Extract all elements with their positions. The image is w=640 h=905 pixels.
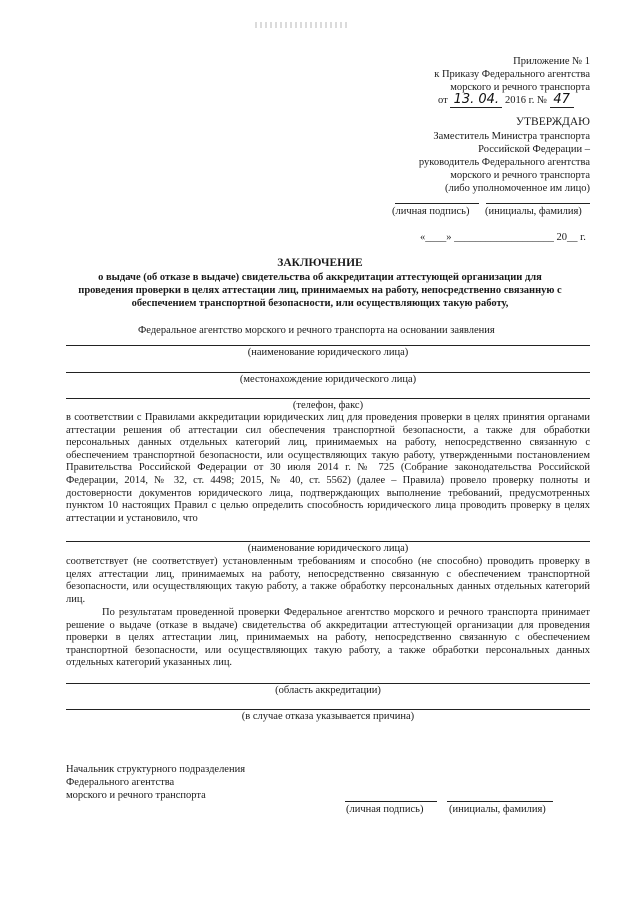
approve-sig-initials: (инициалы, фамилия) [485,206,582,217]
phone-fill-line [66,398,590,399]
date-year: 2016 г. № [504,95,547,106]
footer-line-3: морского и речного транспорта [66,790,206,801]
scan-artifact [255,22,350,28]
appendix-date-row [438,92,598,108]
label-location: (местонахождение юридического лица) [239,374,417,385]
name2-fill-line [66,541,590,542]
area-fill-line [66,683,590,684]
footer-line-2: Федерального агентства [66,777,175,788]
title-subline-3: обеспечением транспортной безопасности, или осуществляющих такую работу, [131,298,509,309]
approve-line-4: морского и речного транспорта [450,170,590,181]
label-phone: (телефон, факс) [292,400,364,411]
approve-line-2: Российской Федерации – [478,144,590,155]
title-subline-1: о выдаче (об отказе в выдаче) свидетельства об аккредитации аттестующей организации для [98,272,542,283]
approve-title: УТВЕРЖДАЮ [515,116,590,128]
paragraph-2: соответствует (не соответствует) установленным требованиям и способно (не способно) проводить проверку в целях аттестации лиц, принимаемых на работу, непосредственно связанную с обеспечением транспортной безопасности, или осуществляющих такую работу, а также обработку персональных данных отдельных категорий лиц. [66,556,590,605]
approve-line-5: (либо уполномоченное им лицо) [444,183,590,194]
agency-line: Федеральное агентство морского и речного транспорта на основании заявления [138,325,495,336]
date-handwritten: 13. 04. [450,92,502,108]
appendix-line-3: морского и речного транспорта [450,82,590,93]
footer-line-1: Начальник структурного подразделения [66,764,246,775]
reason-fill-line [66,709,590,710]
paragraph-3: По результатам проведенной проверки Федеральное агентство морского и речного транспорта принимает решение о выдаче (отказе в выдаче) свидетельства об аккредитации аттестующей организации для проведения проверки в целях аттестации лиц, принимаемых на работу, непосредственно связанную с обеспечением транспортной безопасности, или осуществляющих такую работу, а также обработки персональных данных отдельных категорий указанных лиц. [66,607,590,669]
approve-signature-line [395,203,479,204]
label-area: (область аккредитации) [275,685,381,696]
footer-signature-line [345,801,437,802]
appendix-line-1: Приложение № 1 [513,56,590,67]
footer-sig-initials: (инициалы, фамилия) [449,804,546,815]
paragraph-1: в соответствии с Правилами аккредитации юридических лиц для проведения проверки в целях принятия органами аттестации решения об аттестации сил обеспечения транспортной безопасности, а также для обработки персональных данных отдельных категорий лиц, принимаемых на работу, непосредственно связанную с обеспечением транспортной безопасности, или осуществляющих такую работу, утвержденными постановлением Правительства Российской Федерации от 30 июля 2014 г. № 725 (Собрание законодательства Российской Федерации, 2014, № 32, ст. 4498; 2015, № 40, ст. 5562) (далее – Правила) провело проверку полноты и достоверности документов юридического лица, подтверждающих выполнение требований, предусмотренных пунктом 10 настоящих Правил с целью определить способность юридического лица проводить проверку в целях аттестации и установило, что [66,412,590,524]
appendix-line-2: к Приказу Федерального агентства [434,69,590,80]
name-fill-line [66,345,590,346]
footer-initials-line [447,801,553,802]
location-fill-line [66,372,590,373]
date-prefix: от [438,95,448,106]
approve-date-line: «____» ___________________ 20__ г. [420,232,586,243]
approve-initials-line [486,203,590,204]
document-title: ЗАКЛЮЧЕНИЕ [277,257,363,269]
number-handwritten: 47 [550,92,574,108]
footer-sig-personal: (личная подпись) [346,804,424,815]
approve-line-1: Заместитель Министра транспорта [433,131,590,142]
title-subline-2: проведения проверки в целях аттестации лиц, принимаемых на работу, непосредственно связанную с [78,285,562,296]
label-reason: (в случае отказа указывается причина) [241,711,415,722]
label-legal-name-2: (наименование юридического лица) [247,543,409,554]
label-legal-name: (наименование юридического лица) [247,347,409,358]
approve-sig-personal: (личная подпись) [392,206,470,217]
approve-line-3: руководитель Федерального агентства [418,157,590,168]
